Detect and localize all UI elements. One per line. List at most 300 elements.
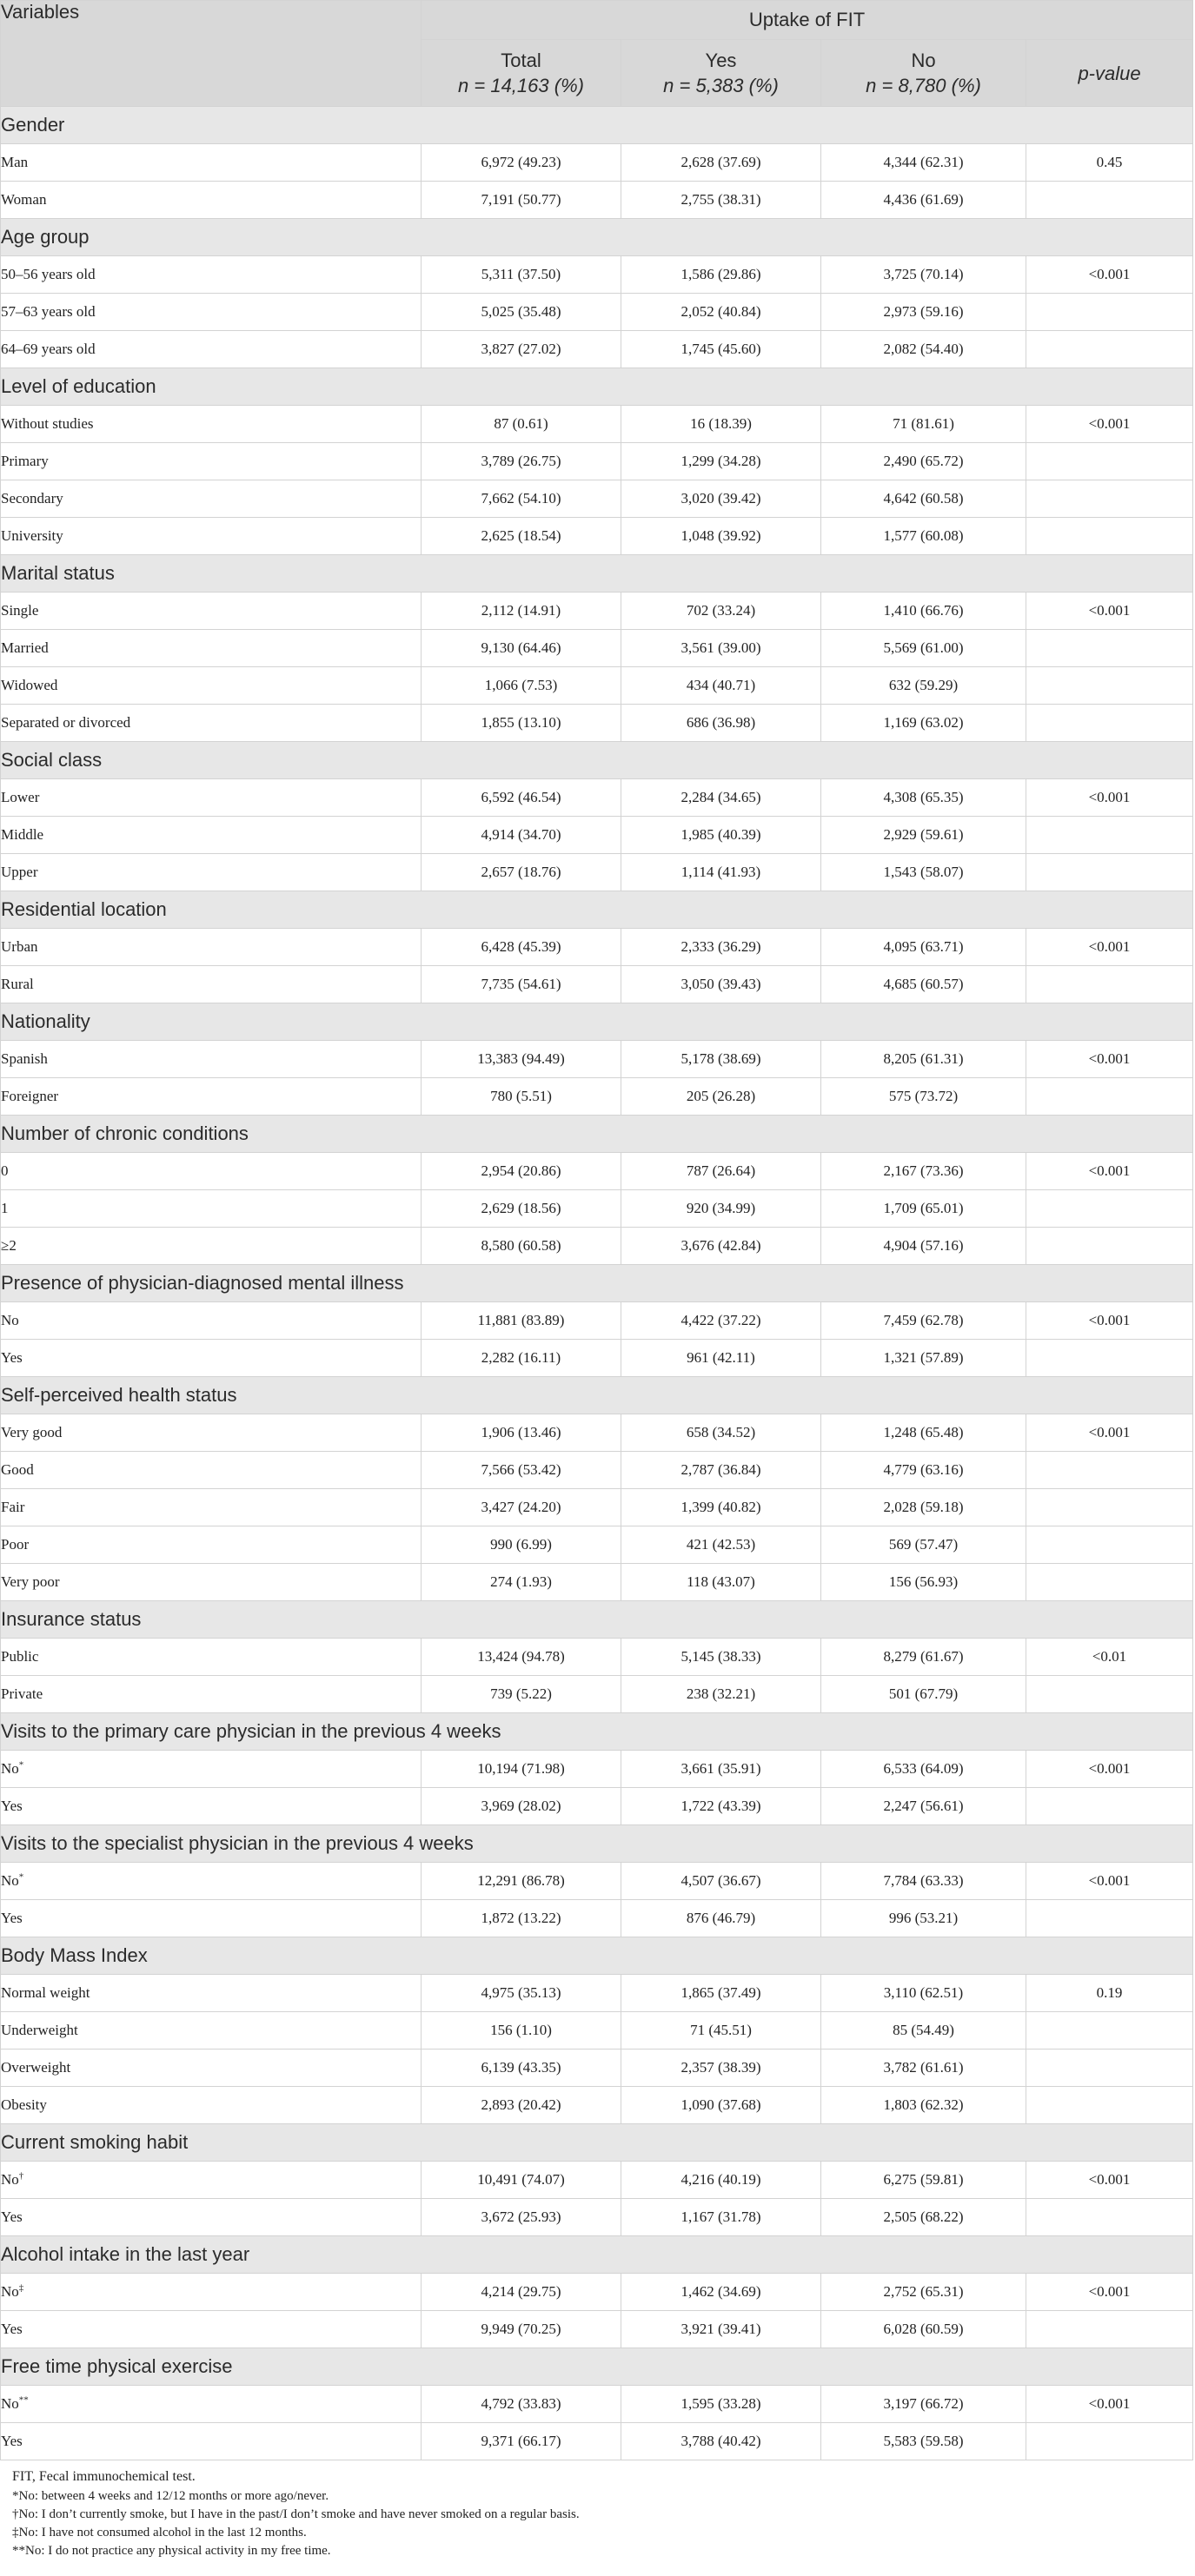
no-cell: 2,973 (59.16)	[821, 294, 1026, 331]
row-label: Poor	[1, 1536, 30, 1553]
total-cell: 7,191 (50.77)	[422, 182, 621, 219]
row-label-cell	[1, 966, 422, 1003]
section-title: Alcohol intake in the last year	[1, 2236, 1193, 2274]
row-label-cell	[1, 667, 422, 705]
table-row	[1, 1751, 1193, 1788]
p-value-cell: <0.001	[1026, 1302, 1193, 1340]
section-header-row	[1, 107, 1193, 144]
no-cell: 569 (57.47)	[821, 1526, 1026, 1564]
row-label-cell	[1, 294, 422, 331]
row-label-cell	[1, 2274, 422, 2311]
yes-cell: 658 (34.52)	[621, 1414, 821, 1452]
p-value-cell	[1026, 331, 1193, 368]
table-row	[1, 2162, 1193, 2199]
table-row	[1, 294, 1193, 331]
no-cell: 1,709 (65.01)	[821, 1190, 1026, 1228]
p-value-cell	[1026, 2087, 1193, 2124]
header-p-value	[1026, 40, 1193, 107]
row-label: Widowed	[1, 677, 58, 693]
p-value-cell	[1026, 518, 1193, 555]
section-title: Visits to the primary care physician in the previous 4 weeks	[1, 1713, 1193, 1751]
footnote-marker: *	[18, 1871, 24, 1883]
p-value-cell: 0.19	[1026, 1975, 1193, 2012]
p-value-cell: <0.001	[1026, 2386, 1193, 2423]
table-row	[1, 406, 1193, 443]
no-cell: 1,803 (62.32)	[821, 2087, 1026, 2124]
table-row	[1, 1078, 1193, 1116]
section-title: Age group	[1, 219, 1193, 256]
row-label-cell	[1, 1900, 422, 1937]
no-cell: 2,167 (73.36)	[821, 1153, 1026, 1190]
yes-cell: 876 (46.79)	[621, 1900, 821, 1937]
no-cell: 2,929 (59.61)	[821, 817, 1026, 854]
section-header-row	[1, 555, 1193, 593]
section-header-row	[1, 2236, 1193, 2274]
p-value-cell	[1026, 1564, 1193, 1601]
table-row	[1, 1788, 1193, 1825]
yes-cell: 3,561 (39.00)	[621, 630, 821, 667]
section-header-row	[1, 1003, 1193, 1041]
total-cell: 7,735 (54.61)	[422, 966, 621, 1003]
section-header-row	[1, 1265, 1193, 1302]
row-label-cell	[1, 2423, 422, 2460]
row-label: Normal weight	[1, 1984, 90, 2001]
no-cell: 1,248 (65.48)	[821, 1414, 1026, 1452]
yes-cell: 1,048 (39.92)	[621, 518, 821, 555]
total-cell: 6,139 (43.35)	[422, 2050, 621, 2087]
no-cell: 575 (73.72)	[821, 1078, 1026, 1116]
header-variables: Variables	[1, 1, 422, 107]
yes-cell: 118 (43.07)	[621, 1564, 821, 1601]
table-row	[1, 1489, 1193, 1526]
total-cell: 10,194 (71.98)	[422, 1751, 621, 1788]
section-title: Social class	[1, 742, 1193, 779]
row-label-cell	[1, 2162, 422, 2199]
table-row	[1, 256, 1193, 294]
section-title: Insurance status	[1, 1601, 1193, 1639]
yes-cell: 702 (33.24)	[621, 593, 821, 630]
row-label-cell	[1, 1526, 422, 1564]
yes-cell: 1,114 (41.93)	[621, 854, 821, 891]
no-cell: 996 (53.21)	[821, 1900, 1026, 1937]
yes-cell: 3,661 (35.91)	[621, 1751, 821, 1788]
total-cell: 6,972 (49.23)	[422, 144, 621, 182]
row-label-cell	[1, 1041, 422, 1078]
p-value-cell: <0.001	[1026, 1863, 1193, 1900]
row-label: Obesity	[1, 2096, 47, 2113]
table-row	[1, 705, 1193, 742]
yes-cell: 787 (26.64)	[621, 1153, 821, 1190]
yes-cell: 5,178 (38.69)	[621, 1041, 821, 1078]
p-value-cell: <0.001	[1026, 256, 1193, 294]
row-label: Yes	[1, 2321, 23, 2337]
total-cell: 3,672 (25.93)	[422, 2199, 621, 2236]
row-label-cell	[1, 1340, 422, 1377]
table-row	[1, 1190, 1193, 1228]
row-label-cell	[1, 480, 422, 518]
total-cell: 4,914 (34.70)	[422, 817, 621, 854]
footnote-marker: **	[18, 2394, 29, 2406]
p-value-cell	[1026, 182, 1193, 219]
row-label: Primary	[1, 453, 49, 469]
table-row	[1, 1228, 1193, 1265]
table-row	[1, 2386, 1193, 2423]
row-label: Lower	[1, 789, 40, 805]
total-cell: 274 (1.93)	[422, 1564, 621, 1601]
no-cell: 2,490 (65.72)	[821, 443, 1026, 480]
p-value-cell	[1026, 1190, 1193, 1228]
p-value-cell: <0.001	[1026, 929, 1193, 966]
total-cell: 3,427 (24.20)	[422, 1489, 621, 1526]
yes-cell: 3,788 (40.42)	[621, 2423, 821, 2460]
p-value-cell	[1026, 443, 1193, 480]
total-cell: 87 (0.61)	[422, 406, 621, 443]
p-value-cell: <0.001	[1026, 1041, 1193, 1078]
row-label-cell	[1, 182, 422, 219]
table-row	[1, 1639, 1193, 1676]
p-value-cell	[1026, 630, 1193, 667]
row-label: ≥2	[1, 1237, 17, 1254]
row-label-cell	[1, 443, 422, 480]
p-value-cell	[1026, 1228, 1193, 1265]
row-label-cell	[1, 1788, 422, 1825]
no-cell: 1,321 (57.89)	[821, 1340, 1026, 1377]
row-label-cell	[1, 1153, 422, 1190]
table-row	[1, 1676, 1193, 1713]
footnote-marker: *	[18, 1759, 24, 1771]
yes-cell: 2,628 (37.69)	[621, 144, 821, 182]
footnote-alcohol: ‡No: I have not consumed alcohol in the last 12 months.	[12, 2526, 307, 2540]
section-header-row	[1, 891, 1193, 929]
table-row	[1, 1041, 1193, 1078]
p-value-cell	[1026, 1340, 1193, 1377]
total-cell: 7,662 (54.10)	[422, 480, 621, 518]
row-label: Very good	[1, 1424, 63, 1440]
yes-cell: 2,755 (38.31)	[621, 182, 821, 219]
row-label: Without studies	[1, 415, 94, 432]
yes-cell: 2,333 (36.29)	[621, 929, 821, 966]
row-label-cell	[1, 1302, 422, 1340]
row-label: No	[1, 2283, 19, 2300]
row-label-cell	[1, 1078, 422, 1116]
section-title: Nationality	[1, 1003, 1193, 1041]
no-cell: 2,505 (68.22)	[821, 2199, 1026, 2236]
no-cell: 3,782 (61.61)	[821, 2050, 1026, 2087]
table-row	[1, 966, 1193, 1003]
yes-cell: 16 (18.39)	[621, 406, 821, 443]
p-value-cell	[1026, 1676, 1193, 1713]
no-cell: 1,169 (63.02)	[821, 705, 1026, 742]
row-label-cell	[1, 1639, 422, 1676]
yes-cell: 1,985 (40.39)	[621, 817, 821, 854]
no-cell: 4,685 (60.57)	[821, 966, 1026, 1003]
total-cell: 1,855 (13.10)	[422, 705, 621, 742]
total-cell: 5,025 (35.48)	[422, 294, 621, 331]
table-row	[1, 1302, 1193, 1340]
row-label-cell	[1, 406, 422, 443]
no-cell: 71 (81.61)	[821, 406, 1026, 443]
total-cell: 6,428 (45.39)	[422, 929, 621, 966]
no-cell: 6,028 (60.59)	[821, 2311, 1026, 2348]
header-yes-n: n = 5,383 (%)	[663, 75, 779, 96]
total-cell: 9,949 (70.25)	[422, 2311, 621, 2348]
p-value-cell: <0.001	[1026, 406, 1193, 443]
total-cell: 2,629 (18.56)	[422, 1190, 621, 1228]
row-label: Very poor	[1, 1573, 60, 1590]
row-label: Foreigner	[1, 1088, 59, 1104]
row-label-cell	[1, 593, 422, 630]
row-label-cell	[1, 144, 422, 182]
yes-cell: 205 (26.28)	[621, 1078, 821, 1116]
row-label-cell	[1, 331, 422, 368]
p-value-cell: <0.001	[1026, 779, 1193, 817]
table-row	[1, 144, 1193, 182]
yes-cell: 3,050 (39.43)	[621, 966, 821, 1003]
p-value-cell: <0.001	[1026, 1414, 1193, 1452]
no-cell: 2,082 (54.40)	[821, 331, 1026, 368]
table-row	[1, 1340, 1193, 1377]
total-cell: 3,827 (27.02)	[422, 331, 621, 368]
row-label-cell	[1, 2050, 422, 2087]
table-row	[1, 2012, 1193, 2050]
yes-cell: 1,299 (34.28)	[621, 443, 821, 480]
table-row	[1, 2311, 1193, 2348]
row-label: Man	[1, 154, 29, 170]
total-cell: 10,491 (74.07)	[422, 2162, 621, 2199]
row-label: Middle	[1, 826, 44, 843]
table-row	[1, 1564, 1193, 1601]
total-cell: 13,383 (94.49)	[422, 1041, 621, 1078]
row-label: Yes	[1, 1798, 23, 1814]
yes-cell: 2,357 (38.39)	[621, 2050, 821, 2087]
p-value-cell	[1026, 1788, 1193, 1825]
no-cell: 2,247 (56.61)	[821, 1788, 1026, 1825]
row-label: Urban	[1, 938, 38, 955]
total-cell: 3,969 (28.02)	[422, 1788, 621, 1825]
section-header-row	[1, 2124, 1193, 2162]
section-title: Free time physical exercise	[1, 2348, 1193, 2386]
yes-cell: 4,422 (37.22)	[621, 1302, 821, 1340]
total-cell: 1,906 (13.46)	[422, 1414, 621, 1452]
no-cell: 4,308 (65.35)	[821, 779, 1026, 817]
table-row	[1, 1975, 1193, 2012]
yes-cell: 1,595 (33.28)	[621, 2386, 821, 2423]
no-cell: 7,459 (62.78)	[821, 1302, 1026, 1340]
no-cell: 8,205 (61.31)	[821, 1041, 1026, 1078]
row-label-cell	[1, 2386, 422, 2423]
yes-cell: 421 (42.53)	[621, 1526, 821, 1564]
section-title: Number of chronic conditions	[1, 1116, 1193, 1153]
no-cell: 2,752 (65.31)	[821, 2274, 1026, 2311]
no-cell: 632 (59.29)	[821, 667, 1026, 705]
row-label-cell	[1, 1564, 422, 1601]
no-cell: 1,577 (60.08)	[821, 518, 1026, 555]
total-cell: 156 (1.10)	[422, 2012, 621, 2050]
total-cell: 1,066 (7.53)	[422, 667, 621, 705]
yes-cell: 434 (40.71)	[621, 667, 821, 705]
row-label: Public	[1, 1648, 39, 1665]
no-cell: 8,279 (61.67)	[821, 1639, 1026, 1676]
no-cell: 5,583 (59.58)	[821, 2423, 1026, 2460]
row-label: 50–56 years old	[1, 266, 96, 282]
header-no	[821, 40, 1026, 107]
row-label-cell	[1, 1863, 422, 1900]
footnote-exercise: **No: I do not practice any physical activity in my free time.	[12, 2544, 331, 2558]
table-row	[1, 2423, 1193, 2460]
row-label-cell	[1, 2199, 422, 2236]
table-header	[1, 1, 1193, 107]
row-label-cell	[1, 817, 422, 854]
total-cell: 13,424 (94.78)	[422, 1639, 621, 1676]
table-row	[1, 779, 1193, 817]
row-label: 1	[1, 1200, 9, 1216]
table-row	[1, 667, 1193, 705]
yes-cell: 1,462 (34.69)	[621, 2274, 821, 2311]
row-label-cell	[1, 1190, 422, 1228]
table-row	[1, 630, 1193, 667]
p-value-cell	[1026, 966, 1193, 1003]
table-row	[1, 182, 1193, 219]
yes-cell: 3,921 (39.41)	[621, 2311, 821, 2348]
row-label: Underweight	[1, 2022, 78, 2038]
p-value-cell: <0.001	[1026, 1751, 1193, 1788]
yes-cell: 1,722 (43.39)	[621, 1788, 821, 1825]
footnote-marker: †	[18, 2170, 24, 2182]
row-label-cell	[1, 518, 422, 555]
row-label-cell	[1, 256, 422, 294]
table-row	[1, 1526, 1193, 1564]
total-cell: 739 (5.22)	[422, 1676, 621, 1713]
row-label: No	[1, 1760, 19, 1777]
section-title: Visits to the specialist physician in the previous 4 weeks	[1, 1825, 1193, 1863]
row-label: Spanish	[1, 1050, 48, 1067]
row-label-cell	[1, 1975, 422, 2012]
table-row	[1, 2199, 1193, 2236]
header-yes	[621, 40, 821, 107]
row-label: Rural	[1, 976, 34, 992]
row-label-cell	[1, 1228, 422, 1265]
row-label-cell	[1, 854, 422, 891]
section-header-row	[1, 1825, 1193, 1863]
p-value-cell	[1026, 1489, 1193, 1526]
row-label-cell	[1, 630, 422, 667]
footnote-marker: ‡	[18, 2282, 24, 2294]
p-value-cell: <0.001	[1026, 2162, 1193, 2199]
no-cell: 4,642 (60.58)	[821, 480, 1026, 518]
no-cell: 6,533 (64.09)	[821, 1751, 1026, 1788]
total-cell: 7,566 (53.42)	[422, 1452, 621, 1489]
row-label: Married	[1, 639, 49, 656]
yes-cell: 2,284 (34.65)	[621, 779, 821, 817]
footnote-visits: *No: between 4 weeks and 12/12 months or more ago/never.	[12, 2489, 329, 2503]
row-label: No	[1, 2171, 19, 2188]
p-value-cell	[1026, 1452, 1193, 1489]
section-header-row	[1, 219, 1193, 256]
row-label: Yes	[1, 1349, 23, 1366]
section-title: Marital status	[1, 555, 1193, 593]
section-header-row	[1, 1713, 1193, 1751]
row-label-cell	[1, 1414, 422, 1452]
header-p-value-label: p-value	[1078, 62, 1141, 84]
table-row	[1, 331, 1193, 368]
yes-cell: 961 (42.11)	[621, 1340, 821, 1377]
row-label: Upper	[1, 864, 38, 880]
table-row	[1, 1414, 1193, 1452]
p-value-cell	[1026, 2311, 1193, 2348]
total-cell: 990 (6.99)	[422, 1526, 621, 1564]
no-cell: 1,410 (66.76)	[821, 593, 1026, 630]
table-row	[1, 593, 1193, 630]
section-title: Self-perceived health status	[1, 1377, 1193, 1414]
p-value-cell	[1026, 480, 1193, 518]
no-cell: 3,725 (70.14)	[821, 256, 1026, 294]
total-cell: 5,311 (37.50)	[422, 256, 621, 294]
row-label: University	[1, 527, 63, 544]
row-label-cell	[1, 1489, 422, 1526]
section-header-row	[1, 1937, 1193, 1975]
total-cell: 4,214 (29.75)	[422, 2274, 621, 2311]
total-cell: 2,282 (16.11)	[422, 1340, 621, 1377]
section-title: Residential location	[1, 891, 1193, 929]
row-label: 57–63 years old	[1, 303, 96, 320]
yes-cell: 238 (32.21)	[621, 1676, 821, 1713]
table-body	[1, 107, 1193, 2460]
section-header-row	[1, 368, 1193, 406]
row-label: Overweight	[1, 2059, 71, 2076]
p-value-cell	[1026, 2012, 1193, 2050]
yes-cell: 71 (45.51)	[621, 2012, 821, 2050]
total-cell: 2,893 (20.42)	[422, 2087, 621, 2124]
yes-cell: 4,216 (40.19)	[621, 2162, 821, 2199]
row-label: No	[1, 1312, 19, 1328]
total-cell: 2,625 (18.54)	[422, 518, 621, 555]
row-label-cell	[1, 1676, 422, 1713]
p-value-cell	[1026, 2423, 1193, 2460]
total-cell: 2,954 (20.86)	[422, 1153, 621, 1190]
no-cell: 6,275 (59.81)	[821, 2162, 1026, 2199]
footnotes	[12, 2466, 580, 2560]
total-cell: 3,789 (26.75)	[422, 443, 621, 480]
total-cell: 780 (5.51)	[422, 1078, 621, 1116]
p-value-cell	[1026, 2050, 1193, 2087]
table-row	[1, 1900, 1193, 1937]
yes-cell: 2,052 (40.84)	[621, 294, 821, 331]
section-header-row	[1, 1601, 1193, 1639]
row-label: Yes	[1, 1910, 23, 1926]
yes-cell: 3,020 (39.42)	[621, 480, 821, 518]
total-cell: 4,792 (33.83)	[422, 2386, 621, 2423]
yes-cell: 5,145 (38.33)	[621, 1639, 821, 1676]
row-label-cell	[1, 2087, 422, 2124]
table-row	[1, 1153, 1193, 1190]
table-row	[1, 2087, 1193, 2124]
no-cell: 4,904 (57.16)	[821, 1228, 1026, 1265]
row-label: 64–69 years old	[1, 341, 96, 357]
section-header-row	[1, 742, 1193, 779]
yes-cell: 920 (34.99)	[621, 1190, 821, 1228]
header-total-label: Total	[501, 50, 541, 71]
header-yes-label: Yes	[705, 50, 737, 71]
section-header-row	[1, 1377, 1193, 1414]
row-label-cell	[1, 929, 422, 966]
row-label: Good	[1, 1461, 34, 1478]
p-value-cell: <0.01	[1026, 1639, 1193, 1676]
no-cell: 501 (67.79)	[821, 1676, 1026, 1713]
no-cell: 156 (56.93)	[821, 1564, 1026, 1601]
p-value-cell	[1026, 1078, 1193, 1116]
table-row	[1, 1863, 1193, 1900]
total-cell: 2,112 (14.91)	[422, 593, 621, 630]
